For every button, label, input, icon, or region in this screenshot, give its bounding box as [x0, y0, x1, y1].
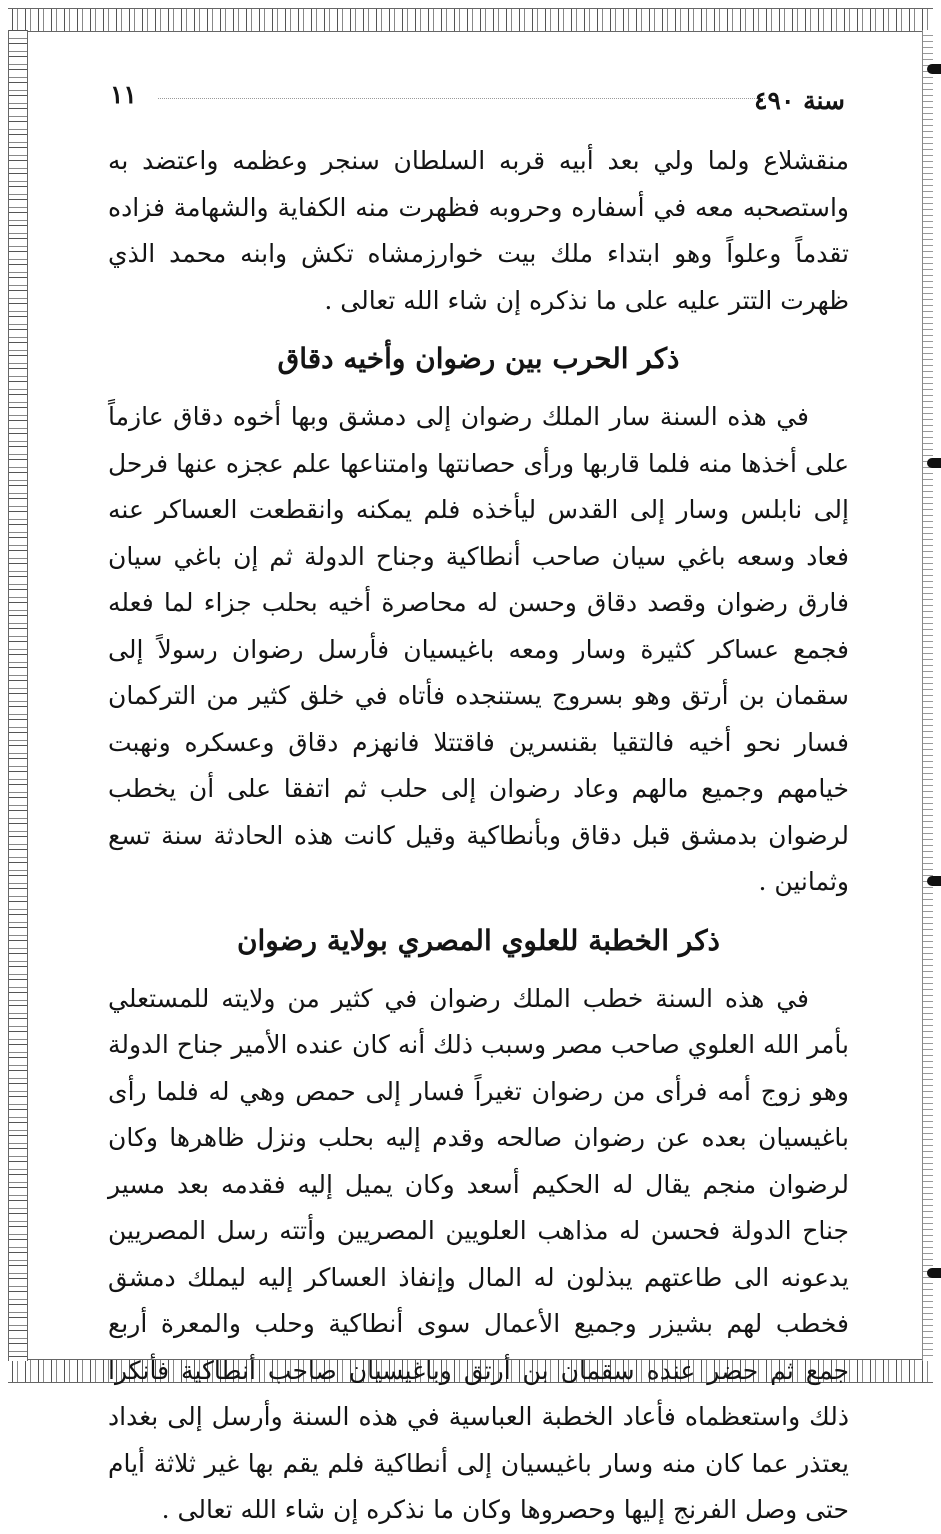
- right-border-ornament: [922, 30, 933, 1361]
- top-border-ornament: [8, 8, 933, 32]
- page-header: [110, 80, 845, 116]
- page-body: [108, 138, 849, 1534]
- margin-mark: [927, 64, 941, 74]
- margin-mark: [927, 458, 941, 468]
- paragraph: في هذه السنة سار الملك رضوان إلى دمشق وبها أخوه دقاق عازماً على أخذها منه فلما قاربها ورأى حصانتها وامتناعها علم عجزه عنها فرحل إلى نابلس وسار إلى القدس ليأخذه فلم يمكنه وانقطعت العساكر عنه فعاد وسعه باغي سيان صاحب أنطاكية وجناح الدولة ثم إن باغي سيان فارق رضوان وقصد دقاق وحسن له محاصرة أخيه بحلب جزاء لما فعله فجمع عساكر كثيرة وسار ومعه باغيسيان فأرسل رضوان رسولاً إلى سقمان بن أرتق وهو بسروج يستنجده فأتاه في خلق كثير من التركمان فسار نحو أخيه فالتقيا بقنسرين فاقتتلا فانهزم دقاق وعسكره ونهبت خيامهم وجميع مالهم وعاد رضوان إلى حلب ثم اتفقا على أن يخطب لرضوان بدمشق قبل دقاق وبأنطاكية وقيل كانت هذه الحادثة سنة تسع وثمانين .: [108, 402, 849, 896]
- margin-mark: [927, 1268, 941, 1278]
- header-dotted-rule: [158, 98, 765, 99]
- left-border-ornament: [8, 30, 28, 1361]
- margin-mark: [927, 876, 941, 886]
- page-number: ١١: [110, 80, 137, 109]
- section-heading: ذكر الخطبة للعلوي المصري بولاية رضوان: [236, 923, 721, 957]
- paragraph: منقشلاع ولما ولي بعد أبيه قربه السلطان سنجر وعظمه واعتضد به واستصحبه معه في أسفاره وحروبه فظهرت منه الكفاية والشهامة فزاده تقدماً وعلواً وهو ابتداء ملك بيت خوارزمشاه تكش وابنه محمد الذي ظهرت التتر عليه على ما نذكره إن شاء الله تعالى .: [108, 146, 849, 315]
- section-heading: ذكر الحرب بين رضوان وأخيه دقاق: [277, 342, 680, 375]
- paragraph: في هذه السنة خطب الملك رضوان في كثير من ولايته للمستعلي بأمر الله العلوي صاحب مصر وسبب ذلك أنه كان عنده الأمير جناح الدولة وهو زوج أمه فرأى من رضوان تغيراً فسار إلى حمص وهي له فلما رأى باغيسيان بعده عن رضوان صالحه وقدم إليه بحلب ونزل ظاهرها وكان لرضوان منجم يقال له الحكيم أسعد وكان يميل إليه فقدمه بعد مسير جناح الدولة فحسن له مذاهب العلويين المصريين وأتته رسل المصريين يدعونه الى طاعتهم يبذلون له المال وإنفاذ العساكر إليه ليملك دمشق فخطب لهم بشيزر وجميع الأعمال سوى أنطاكية وحلب والمعرة أربع جمع ثم حضر عنده سقمان بن أرتق وباغيسيان صاحب أنطاكية فأنكرا ذلك واستعظماه فأعاد الخطبة العباسية في هذه السنة وأرسل إلى بغداد يعتذر عما كان منه وسار باغيسيان إلى أنطاكية فلم يقم بها غير ثلاثة أيام حتى وصل الفرنج إليها وحصروها وكان ما نذكره إن شاء الله تعالى .: [108, 983, 849, 1524]
- year-heading: سنة ٤٩٠: [754, 86, 845, 115]
